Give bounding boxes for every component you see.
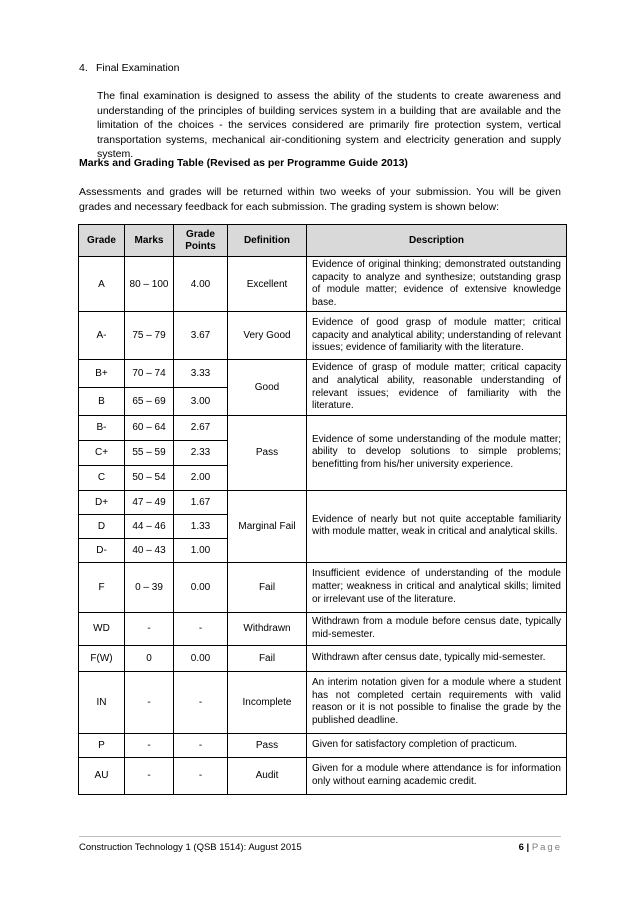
cell-marks: 60 – 64 xyxy=(125,415,174,440)
cell-grade: C+ xyxy=(79,440,125,465)
cell-points: - xyxy=(174,757,228,794)
cell-grade: F xyxy=(79,562,125,612)
cell-points: - xyxy=(174,612,228,645)
cell-description: An interim notation given for a module where a student has not completed certain requirements with valid reason or it is not possible to finalise the grade by the published deadline. xyxy=(307,671,567,733)
table-row xyxy=(79,671,567,733)
cell-definition: Fail xyxy=(228,645,307,671)
cell-points: 2.67 xyxy=(174,415,228,440)
cell-grade: P xyxy=(79,733,125,757)
table-row xyxy=(79,490,567,514)
cell-grade: B+ xyxy=(79,360,125,388)
table-row xyxy=(79,733,567,757)
cell-grade: D+ xyxy=(79,490,125,514)
cell-description: Withdrawn after census date, typically mid-semester. xyxy=(307,645,567,671)
grading-intro-paragraph: Assessments and grades will be returned within two weeks of your submission. You will be given grades and necessary feedback for each submission. The grading system is shown below: xyxy=(79,186,561,213)
cell-definition: Very Good xyxy=(228,312,307,360)
page-separator: | xyxy=(526,842,530,853)
cell-points: 0.00 xyxy=(174,562,228,612)
cell-marks: 70 – 74 xyxy=(125,360,174,388)
cell-points: 0.00 xyxy=(174,645,228,671)
cell-grade: C xyxy=(79,465,125,490)
cell-marks: 47 – 49 xyxy=(125,490,174,514)
cell-grade: WD xyxy=(79,612,125,645)
table-row xyxy=(79,360,567,388)
cell-marks: 65 – 69 xyxy=(125,388,174,416)
cell-points: 2.33 xyxy=(174,440,228,465)
table-row xyxy=(79,562,567,612)
cell-definition: Good xyxy=(228,360,307,415)
final-exam-paragraph: The final examination is designed to assess the ability of the students to create awareness and understanding of the principles of building services system in a building that are available and the limitation of the choices - the services considered are primarily fire protection system, vertical transportation systems, mechanical air-conditioning system and electricity generation and supply system. xyxy=(97,90,561,161)
table-row xyxy=(79,645,567,671)
cell-marks: - xyxy=(125,612,174,645)
cell-marks: 40 – 43 xyxy=(125,538,174,562)
cell-definition: Pass xyxy=(228,733,307,757)
table-row xyxy=(79,612,567,645)
table-row xyxy=(79,757,567,794)
section-number: 4. xyxy=(79,62,88,74)
cell-marks: 0 xyxy=(125,645,174,671)
footer-course-label: Construction Technology 1 (QSB 1514): August 2015 xyxy=(79,842,302,853)
cell-points: - xyxy=(174,733,228,757)
cell-grade: D xyxy=(79,514,125,538)
cell-description: Withdrawn from a module before census date, typically mid-semester. xyxy=(307,612,567,645)
cell-marks: 55 – 59 xyxy=(125,440,174,465)
section-title: Final Examination xyxy=(96,62,180,74)
page-word: Page xyxy=(531,842,562,853)
cell-marks: 75 – 79 xyxy=(125,312,174,360)
cell-grade: F(W) xyxy=(79,645,125,671)
cell-grade: B xyxy=(79,388,125,416)
cell-description: Evidence of some understanding of the module matter; ability to develop solutions to simple problems; benefitting from his/her university experience. xyxy=(307,415,567,490)
cell-description: Insufficient evidence of understanding of the module matter; weakness in critical and analytical skills; limited or irrelevant use of the literature. xyxy=(307,562,567,612)
cell-points: 1.33 xyxy=(174,514,228,538)
header-grade: Grade xyxy=(79,225,125,257)
table-row xyxy=(79,257,567,312)
cell-marks: 0 – 39 xyxy=(125,562,174,612)
footer-page-indicator xyxy=(519,842,562,853)
section-heading xyxy=(79,62,179,74)
cell-marks: 50 – 54 xyxy=(125,465,174,490)
cell-points: 2.00 xyxy=(174,465,228,490)
cell-marks: 44 – 46 xyxy=(125,514,174,538)
cell-marks: - xyxy=(125,757,174,794)
footer-divider xyxy=(79,836,561,837)
cell-description: Evidence of good grasp of module matter; critical capacity and analytical ability; understanding of relevant issues; evidence of familiarity with the literature. xyxy=(307,312,567,360)
cell-definition: Withdrawn xyxy=(228,612,307,645)
cell-description: Evidence of nearly but not quite acceptable familiarity with module matter, weak in critical and analytical skills. xyxy=(307,490,567,562)
cell-marks: - xyxy=(125,733,174,757)
grading-table-title: Marks and Grading Table (Revised as per Programme Guide 2013) xyxy=(79,157,408,169)
cell-grade: IN xyxy=(79,671,125,733)
cell-grade: D- xyxy=(79,538,125,562)
cell-definition: Incomplete xyxy=(228,671,307,733)
cell-definition: Pass xyxy=(228,415,307,490)
cell-points: - xyxy=(174,671,228,733)
cell-points: 3.67 xyxy=(174,312,228,360)
cell-definition: Excellent xyxy=(228,257,307,312)
header-marks: Marks xyxy=(125,225,174,257)
page-number: 6 xyxy=(518,842,524,853)
cell-points: 1.67 xyxy=(174,490,228,514)
cell-description: Given for satisfactory completion of practicum. xyxy=(307,733,567,757)
cell-description: Evidence of original thinking; demonstrated outstanding capacity to analyze and synthesize; outstanding grasp of module matter; evidence of extensive knowledge base. xyxy=(307,257,567,312)
cell-description: Given for a module where attendance is for information only without earning academic credit. xyxy=(307,757,567,794)
cell-points: 3.00 xyxy=(174,388,228,416)
cell-marks: 80 – 100 xyxy=(125,257,174,312)
cell-grade: B- xyxy=(79,415,125,440)
table-row xyxy=(79,312,567,360)
cell-points: 3.33 xyxy=(174,360,228,388)
cell-grade: A- xyxy=(79,312,125,360)
header-grade-points: Grade Points xyxy=(174,225,228,257)
cell-points: 4.00 xyxy=(174,257,228,312)
table-row xyxy=(79,415,567,440)
cell-points: 1.00 xyxy=(174,538,228,562)
cell-grade: AU xyxy=(79,757,125,794)
cell-definition: Fail xyxy=(228,562,307,612)
grading-table xyxy=(78,224,567,795)
cell-description: Evidence of grasp of module matter; critical capacity and analytical ability, reasonable understanding of relevant issues; evidence of familiarity with the literature. xyxy=(307,360,567,415)
cell-definition: Audit xyxy=(228,757,307,794)
cell-grade: A xyxy=(79,257,125,312)
cell-marks: - xyxy=(125,671,174,733)
header-description: Description xyxy=(307,225,567,257)
table-header-row xyxy=(79,225,567,257)
cell-definition: Marginal Fail xyxy=(228,490,307,562)
header-definition: Definition xyxy=(228,225,307,257)
